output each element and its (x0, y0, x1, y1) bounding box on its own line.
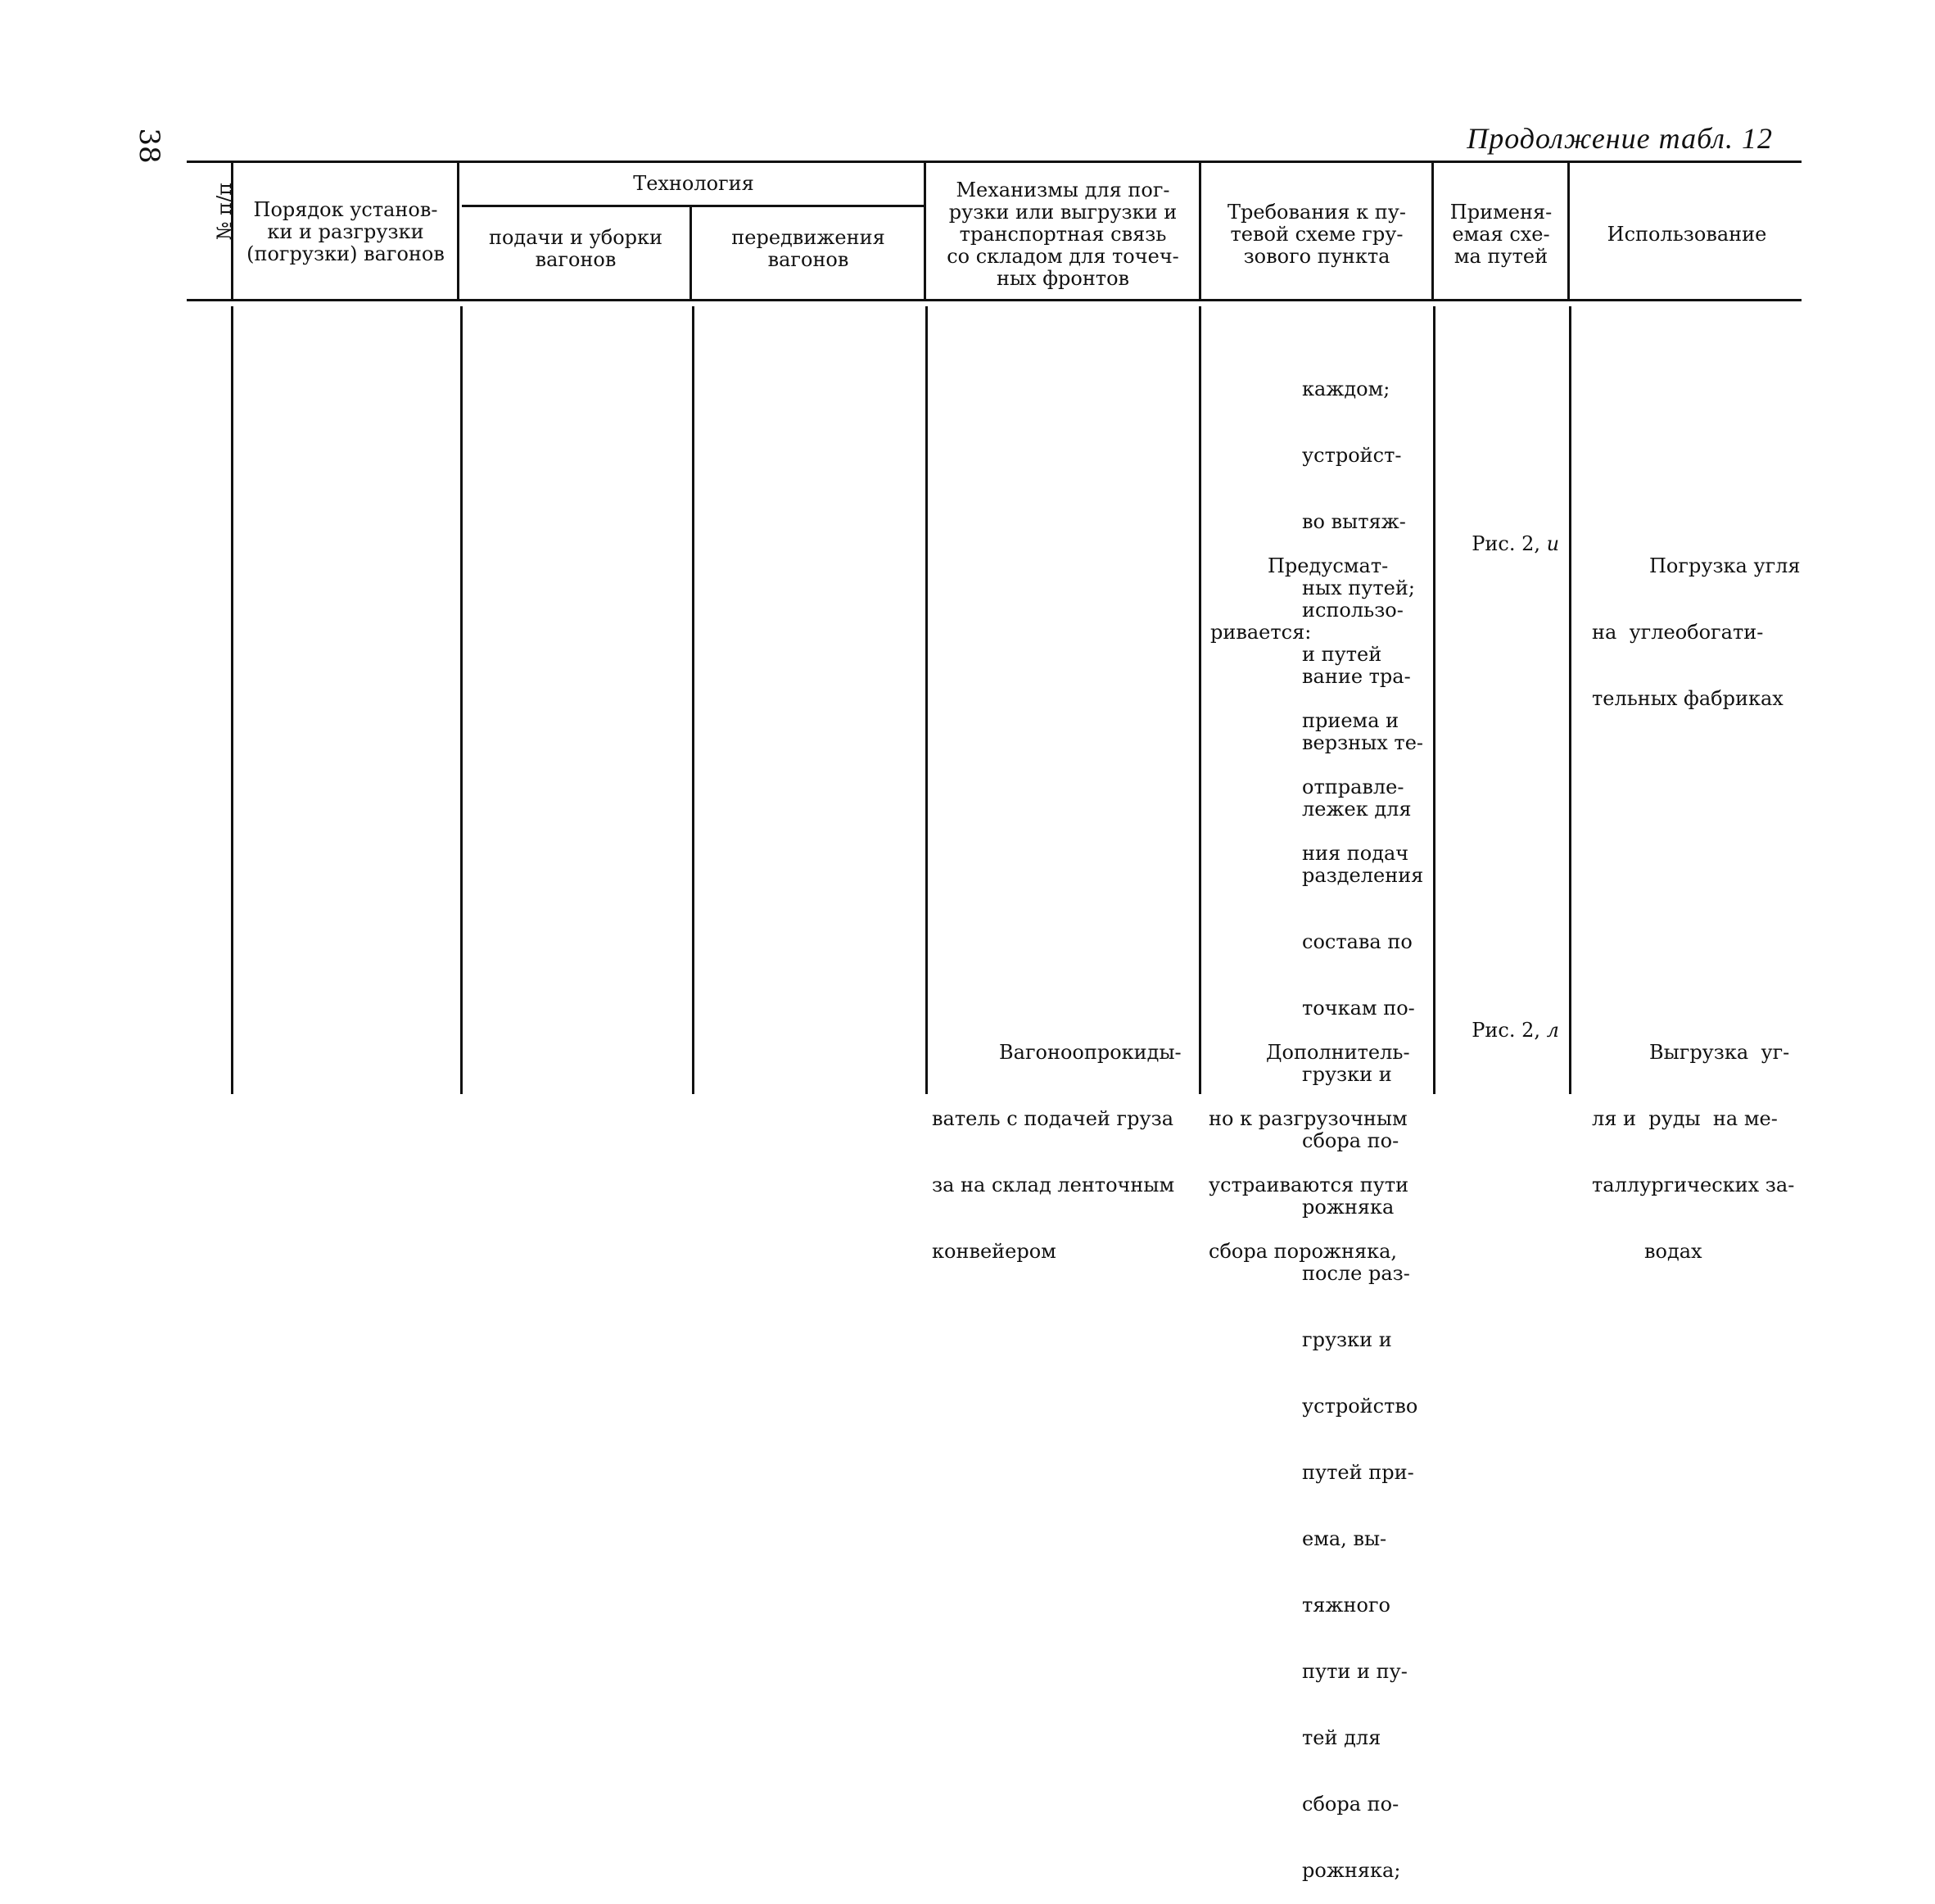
req-b2-line: ема, вы- (1302, 1527, 1387, 1550)
body-vline-5 (1199, 306, 1201, 1094)
req-b2-line: устройство (1302, 1395, 1418, 1418)
req-b1-line: и путей (1302, 643, 1382, 666)
header-req-line-3: зового пункта (1243, 244, 1390, 268)
header-scheme (1436, 195, 1566, 274)
header-bottom-rule (187, 299, 1802, 301)
header-scheme-line-3: ма путей (1454, 244, 1548, 268)
body-vline-3 (692, 306, 694, 1094)
scheme-1 (1459, 511, 1559, 555)
req-b2-line: разделения (1302, 864, 1424, 887)
req-b2-line: путей при- (1302, 1461, 1414, 1484)
req-b2-line: тяжного (1302, 1594, 1390, 1617)
req-b1-line: ния подач (1302, 842, 1409, 865)
use-1-line: тельных фабриках (1592, 687, 1784, 710)
header-scheme-line-1: Применя- (1449, 200, 1553, 224)
technology-divider-rule (462, 205, 925, 207)
header-move-line-1: передвижения (731, 226, 885, 249)
req-b1-line: приема и (1302, 709, 1399, 732)
header-move (694, 223, 922, 275)
req-b2-line: грузки и (1302, 1328, 1392, 1351)
req-b2-line: после раз- (1302, 1262, 1410, 1285)
header-vline-3 (689, 206, 692, 300)
req-b1-line: отправле- (1302, 776, 1404, 798)
req-b2-line: верзных те- (1302, 731, 1424, 754)
header-mech-line-4: со складом для точеч- (947, 244, 1179, 268)
use-2-line: ля и руды на ме- (1592, 1107, 1778, 1130)
req-b1-line: каждом; (1302, 378, 1390, 400)
use-2-line: Выгрузка уг- (1649, 1041, 1790, 1064)
header-supply-line-2: вагонов (535, 248, 617, 271)
req-b2-line: грузки и (1302, 1063, 1392, 1086)
header-mech-line-3: транспортная связь (959, 222, 1167, 246)
use-1-line: на углеобогати- (1592, 621, 1764, 644)
header-vline-7 (1567, 162, 1570, 300)
scheme-2 (1459, 997, 1559, 1042)
req-3 (1209, 997, 1410, 1285)
header-order-line-2: ки и разгрузки (267, 219, 424, 243)
req-b2-line: пути и пу- (1302, 1660, 1408, 1683)
header-technology: Технология (633, 171, 754, 195)
body-vline-1 (231, 306, 233, 1094)
req-b1-line: во вытяж- (1302, 510, 1406, 533)
mech-2-line: за на склад ленточным (932, 1174, 1175, 1196)
req-b2-lead-line: ривается: (1210, 621, 1312, 644)
req-3-line: сбора порожняка, (1209, 1240, 1398, 1263)
header-req-line-1: Требования к пу- (1227, 200, 1406, 224)
mech-2-line: Вагоноопрокиды- (999, 1041, 1182, 1064)
req-b2-line: вание тра- (1302, 665, 1411, 688)
req-3-line: но к разгрузочным (1209, 1107, 1408, 1130)
req-b2-line: рожняка; (1302, 1859, 1401, 1882)
body-vline-4 (925, 306, 928, 1094)
header-vline-5 (1199, 162, 1201, 300)
mech-2-line: ватель с подачей груза (932, 1107, 1173, 1130)
header-use: Использование (1607, 222, 1767, 246)
scheme-1-prefix: Рис. 2, (1472, 532, 1547, 555)
req-b1-line: устройст- (1302, 444, 1402, 467)
header-requirements (1204, 195, 1430, 274)
header-order-line-3: (погрузки) вагонов (246, 242, 445, 265)
page-number: 38 (133, 128, 165, 164)
table-top-rule (187, 161, 1802, 163)
use-1-line: Погрузка угля (1649, 554, 1801, 577)
body-vline-2 (460, 306, 463, 1094)
req-b2-line: сбора по- (1302, 1793, 1399, 1816)
header-vline-2 (457, 162, 459, 300)
req-b2-line: точкам по- (1302, 997, 1415, 1020)
body-vline-7 (1569, 306, 1571, 1094)
req-b2-line: лежек для (1302, 798, 1412, 821)
use-1 (1592, 511, 1801, 732)
header-mechanisms (929, 174, 1197, 295)
table-caption: Продолжение табл. 12 (1467, 122, 1773, 155)
header-supply-line-1: подачи и уборки (488, 226, 663, 249)
req-b2-line: использо- (1302, 599, 1404, 622)
req-b2-line: состава по (1302, 930, 1413, 953)
mech-2 (932, 997, 1182, 1285)
req-3-line: устраиваются пути (1209, 1174, 1409, 1196)
header-order-line-1: Порядок установ- (253, 197, 438, 221)
header-mech-line-1: Механизмы для пог- (956, 178, 1170, 201)
header-req-line-2: тевой схеме гру- (1230, 222, 1404, 246)
header-mech-line-5: ных фронтов (996, 266, 1130, 290)
scheme-2-prefix: Рис. 2, (1472, 1019, 1547, 1042)
header-scheme-line-2: емая схе- (1452, 222, 1550, 246)
req-b1-line: ных путей; (1302, 577, 1415, 599)
req-b2-line: тей для (1302, 1726, 1381, 1749)
header-supply (462, 223, 689, 275)
header-mech-line-2: рузки или выгрузки и (948, 200, 1178, 224)
header-num: № п/п (213, 182, 236, 241)
req-b2-line: сбора по- (1302, 1129, 1399, 1152)
use-2 (1592, 997, 1794, 1285)
use-2-line: водах (1644, 1240, 1702, 1263)
header-vline-6 (1431, 162, 1434, 300)
mech-2-line: конвейером (932, 1240, 1056, 1263)
use-2-line: таллургических за- (1592, 1174, 1795, 1196)
scheme-2-letter: л (1546, 1019, 1559, 1042)
body-vline-6 (1433, 306, 1435, 1094)
header-order (236, 195, 455, 269)
scheme-1-letter: и (1546, 532, 1560, 555)
req-b2-lead-line: Предусмат- (1268, 554, 1389, 577)
header-move-line-2: вагонов (767, 248, 849, 271)
req-3-line: Дополнитель- (1266, 1041, 1410, 1064)
req-b2-line: рожняка (1302, 1196, 1395, 1219)
